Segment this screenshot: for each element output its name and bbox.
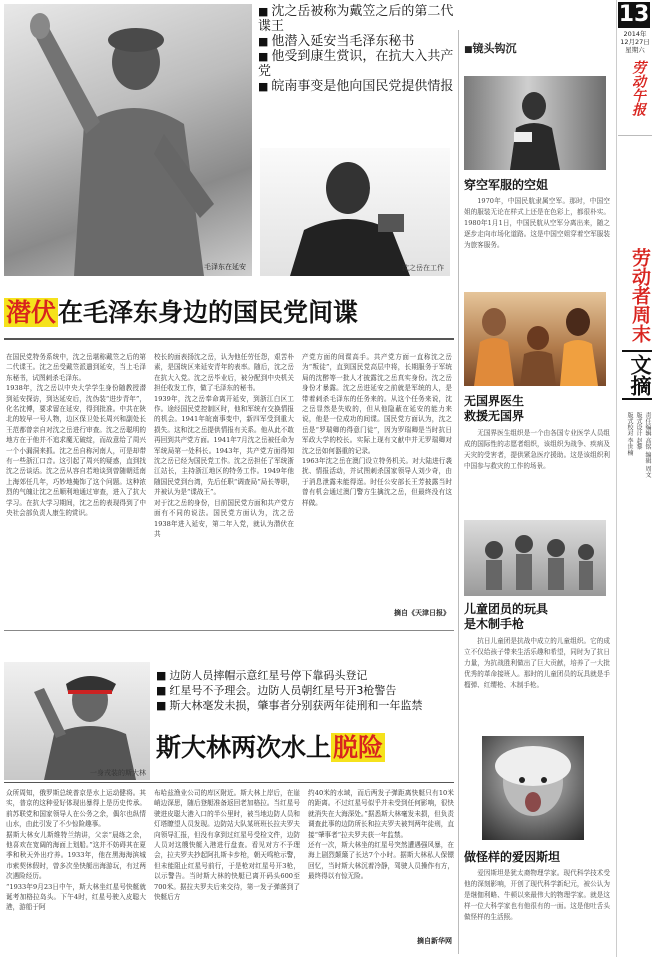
- headline-highlight: 潜伏: [6, 298, 57, 327]
- photo-caption-shen: 沈之岳在工作: [402, 264, 444, 272]
- headline-highlight: 脱险: [333, 733, 384, 762]
- mao-figure-illustration: [4, 4, 252, 276]
- photo-caption-mao: 毛泽东在延安: [204, 263, 246, 271]
- photo-doctors-without-borders: [464, 292, 606, 386]
- sidebar-item-2-text: 无国界医生组织是一个由各国专业医学人员组成的国际性的志愿者组织，该组织为战争、疾病及天灾的受害者，提供紧急医疗援助。这是该组织利中国参与救灾的工作的场景。: [464, 429, 610, 470]
- story1-source: 摘自《天津日报》: [394, 609, 450, 617]
- story1-column-2: 校长的面表扬沈之岳，认为他任劳任怨，艰苦朴素，是国统区来延安青年的表率。随后，沈之岳在抗大入党。沈之岳毕业后，被分配到中央机关担任收发工作，做了毛泽东的秘书。 1939年，沈之岳奉命离开延安，到浙江白区工作。途经国民党控制区时，他和军统有交换情报的机会。1941年皖南事变中，新四军受到重大损失。这和沈之岳提供情报有关系。他从此不敢再回到共产党方面。1941年7月沈之岳被任命为军统局第一处科长。1943年，共产党方面得知沈之岳已经为国民党工作。沈之岳担任了军统浙江站长，主持浙江地区的特务工作。1949年他随国民党到台湾，先后任职“调查局”局长等职，并被认为是“谍战王”。 对于沈之岳的身份，目前国民党方面和共产党方面有不同的说法。国民党方面认为，沈之岳1938年进入延安，第二年入党，就认为潜伏在共: [154, 353, 294, 538]
- story1-headline: [4, 292, 454, 334]
- photo-mao-in-yanan: [4, 4, 252, 276]
- story2-bullet-3: ■ 斯大林毫发未损，肇事者分别获两年徒刑和一年监禁: [156, 698, 454, 713]
- section-subtitle: 文摘: [622, 350, 652, 400]
- sidebar-item-4-title: 做怪样的爱因斯坦: [464, 850, 561, 864]
- newspaper-logo: 劳动午报: [630, 60, 646, 116]
- story1-bullet-2: ■ 他潜入延安当毛泽东秘书: [258, 34, 454, 49]
- issue-date: 2014年 12月27日 星期六: [620, 30, 650, 54]
- shen-figure-illustration: [260, 148, 450, 276]
- story1-bullet-1: ■ 沈之岳被称为戴笠之后的第二代谍王: [258, 4, 454, 34]
- sidebar-item-3-text: 抗日儿童团是抗战中成立的儿童组织。它的成立不仅给孩子带来生活乐趣和希望，同时为了抗日力量，为抗战胜利做出了巨大贡献，培养了一大批优秀的革命接班人。那时的儿童团员的玩具就是手榴弹、红缨枪、木制手枪。: [464, 637, 610, 689]
- story2-bullet-2: ■ 红星号不予理会。边防人员朝红星号开3枪警告: [156, 683, 454, 698]
- story1-column-3: 产党方面的间谍高手。共产党方面一直称沈之岳为“叛徒”，直到国民党高层中将，长期服务于军统局的沈醉等一批人才披露沈之岳真实身份。沈之岳身份才暴露。沈之岳进延安之前就是军统的人，是带着刺杀毛泽东的任务来的。从这个任务来说，沈之岳显然是失败的，但从他隐蔽在延安的能力来说，他是一位成功的间谍。国民党方面认为，沈之岳是“罗瑞卿的得意门徒”，因为罗瑞卿是当时抗日军政大学的校长。实际上现有文献中并无罗瑞卿对沈之岳如何器重的记录。 1963年沈之岳在澳门设立特务机关。对大陆进行袭扰、情报活动，并试图刺杀国家领导人刘少奇，由于消息泄露未能得逞。时任公安部长王芳披露当时曾有机会通过澳门警方生擒沈之岳，但最终没有这样做。: [302, 353, 452, 507]
- sidebar-heading-text: 镜头钩沉: [472, 42, 517, 55]
- photo-air-hostess: [464, 76, 606, 170]
- headline-rest: 斯大林两次水上: [156, 733, 332, 762]
- story2-column-3: 约40米的水域，而后两发子弹距离快艇只有10米的距离。不过红星号似乎并未受到任何影响，很快就消失在大海深处。”据悉斯大林毫发未损，但负责调查此事的边防所长和拉夫罗夫被判两年徒刑，直接“肇事者”拉夫罗夫获一年监禁。 还有一次，斯大林坐的红星号突然遭遇强风暴，在海上剧烈颠簸了长达7个小时。据斯大林私人保镖回忆，当时斯大林沉着冷静，驾驶人员操作有方，最终得以有惊无险。: [308, 789, 454, 881]
- doctors-illustration: [464, 292, 606, 386]
- einstein-illustration: [482, 736, 584, 840]
- story2-column-2: 布哈兹渔业公司的库区附近。斯大林上岸后，在崖峭边深思，随后登艇准备返回老加格拉。当红星号驶进皮聪大港入口的半公里时，被当地边防人员和灯塔瞭望人员发现。边防站大队某班班长拉夫罗夫向领导汇报，但没有拿到过红星号受检文件，边防人员对这艘快艇入港进行盘查。看见对方不予理会，拉夫罗夫抄起阿扎斯卡步枪，朝天鸣枪示警，但未能阻止红星号前行，于是枪对红星号开3枪，以示警告。当时斯大林的快艇已离开码头600至700米。据拉夫罗夫后来交待，第一发子弹落到了快艇后方: [154, 789, 300, 902]
- children-illustration: [464, 520, 606, 596]
- page-number-badge: 13: [618, 2, 650, 27]
- photo-children-corps: [464, 520, 606, 596]
- story2-bullet-1: ■ 边防人员摔帽示意红星号停下靠码头登记: [156, 668, 454, 683]
- air-hostess-illustration: [464, 76, 606, 170]
- photo-stalin: [4, 662, 150, 780]
- story1-column-1: 在国民党特务系统中，沈之岳堪称戴笠之后的第二代谍王。沈之岳受戴笠派遣到延安，当上毛泽东秘书，试图刺杀毛泽东。 1938年，沈之岳以中央大学学生身份随教授潜到延安探访，到达延安后，沈伪装“进步青年”，化名沈傅，要求留在延安，得到批准。中共在陕北的较早一号人物，边区保卫处长周兴和副处长王范都曾亲自对沈之岳进行审查。沈之岳聪明的地方在于他并不追求魔无破绽，而故意给了周兴一个小漏洞来抓。沈之岳自称河南人，可是却带有一些浙江口音。这引起了周兴的疑惑，直到找沈之岳谈话。沈之岳从容自若地谈到曾随朝廷南上海郊任几年，巧妙地掩饰了这个问题。这种浓烈的气魄让沈之岳顺利地通过审查，进入了抗大学习。在抗大学习期间，沈之岳的表现得到了中央社会部负责人康生的赏识。: [6, 353, 146, 518]
- story1-bullet-4: ■ 皖南事变是他向国民党提供情报: [258, 79, 454, 94]
- story2-column-1: 众所周知，俄罗斯总统普京是水上运动健将。其实，普京的这种爱好体现出暴得上是历史传承。前苏联党和国家领导人在公务之余，偶尔也纵情山水，由此引发了不少惊险趣事。 据斯大林女儿斯维特兰纳讲，父亲“晨练之余，他喜欢在宽阔的海面上划船。”这并不妨碍其在夏季和秋天外出疗养。1933年，他在黑海海滨城市索契休假时，曾多次坐快艇出海游玩，有过两次遇险经历。 “1933年9月23日中午，斯大林坐红星号快艇就诞考加格拉岛头。下午4时，红星号驶入皮聪大港，游船于阿: [6, 789, 146, 912]
- sidebar-item-4-text: 爱因斯坦是犹太裔物理学家。现代科学技术受他的深刻影响，开创了现代科学新纪元，被公认为是继伽利略、牛顿以来最伟大的物理学家。就是这样一位大科学家也有他很有的一面。这是他吐舌头做怪样的生活照。: [464, 869, 610, 921]
- sidebar-item-1-title: 穿空军服的空姐: [464, 178, 549, 192]
- photo-shen-zhiyue: [260, 148, 450, 276]
- stalin-figure-illustration: [4, 662, 150, 780]
- story2-headline: [156, 728, 454, 768]
- photo-einstein: [482, 736, 584, 840]
- story1-bullet-list: [258, 4, 454, 94]
- headline-rest: 在毛泽东身边的国民党间谍: [58, 298, 359, 327]
- sidebar-item-1-text: 1970年，中国民航隶属空军。那时，中国空姐的服装无论在样式上还是在色彩上，都很朴实。1980年1月1日，中国民航从空军分离出来，随之逐步走向市场化道路。这是中国空姐穿着空军服装为旅客服务。: [464, 197, 610, 249]
- section-name: 劳动者周末: [629, 248, 651, 343]
- story2-source: 摘自新华网: [417, 937, 452, 945]
- story2-bullet-list: [156, 668, 454, 713]
- sidebar-item-2-title: 无国界医生 救援无国界: [464, 394, 525, 423]
- staff-credits: 责任编辑 高铭 编辑 周文 版式设计 赵黎 版式校对 李世楠: [626, 412, 651, 478]
- story1-bullet-3: ■ 他受到康生赏识，在抗大入共产党: [258, 49, 454, 79]
- photo-caption-stalin: 一身戎装的斯大林: [90, 769, 146, 777]
- sidebar-heading: ■镜头钩沉: [464, 42, 517, 55]
- sidebar-item-3-title: 儿童团员的玩具 是木制手枪: [464, 602, 549, 631]
